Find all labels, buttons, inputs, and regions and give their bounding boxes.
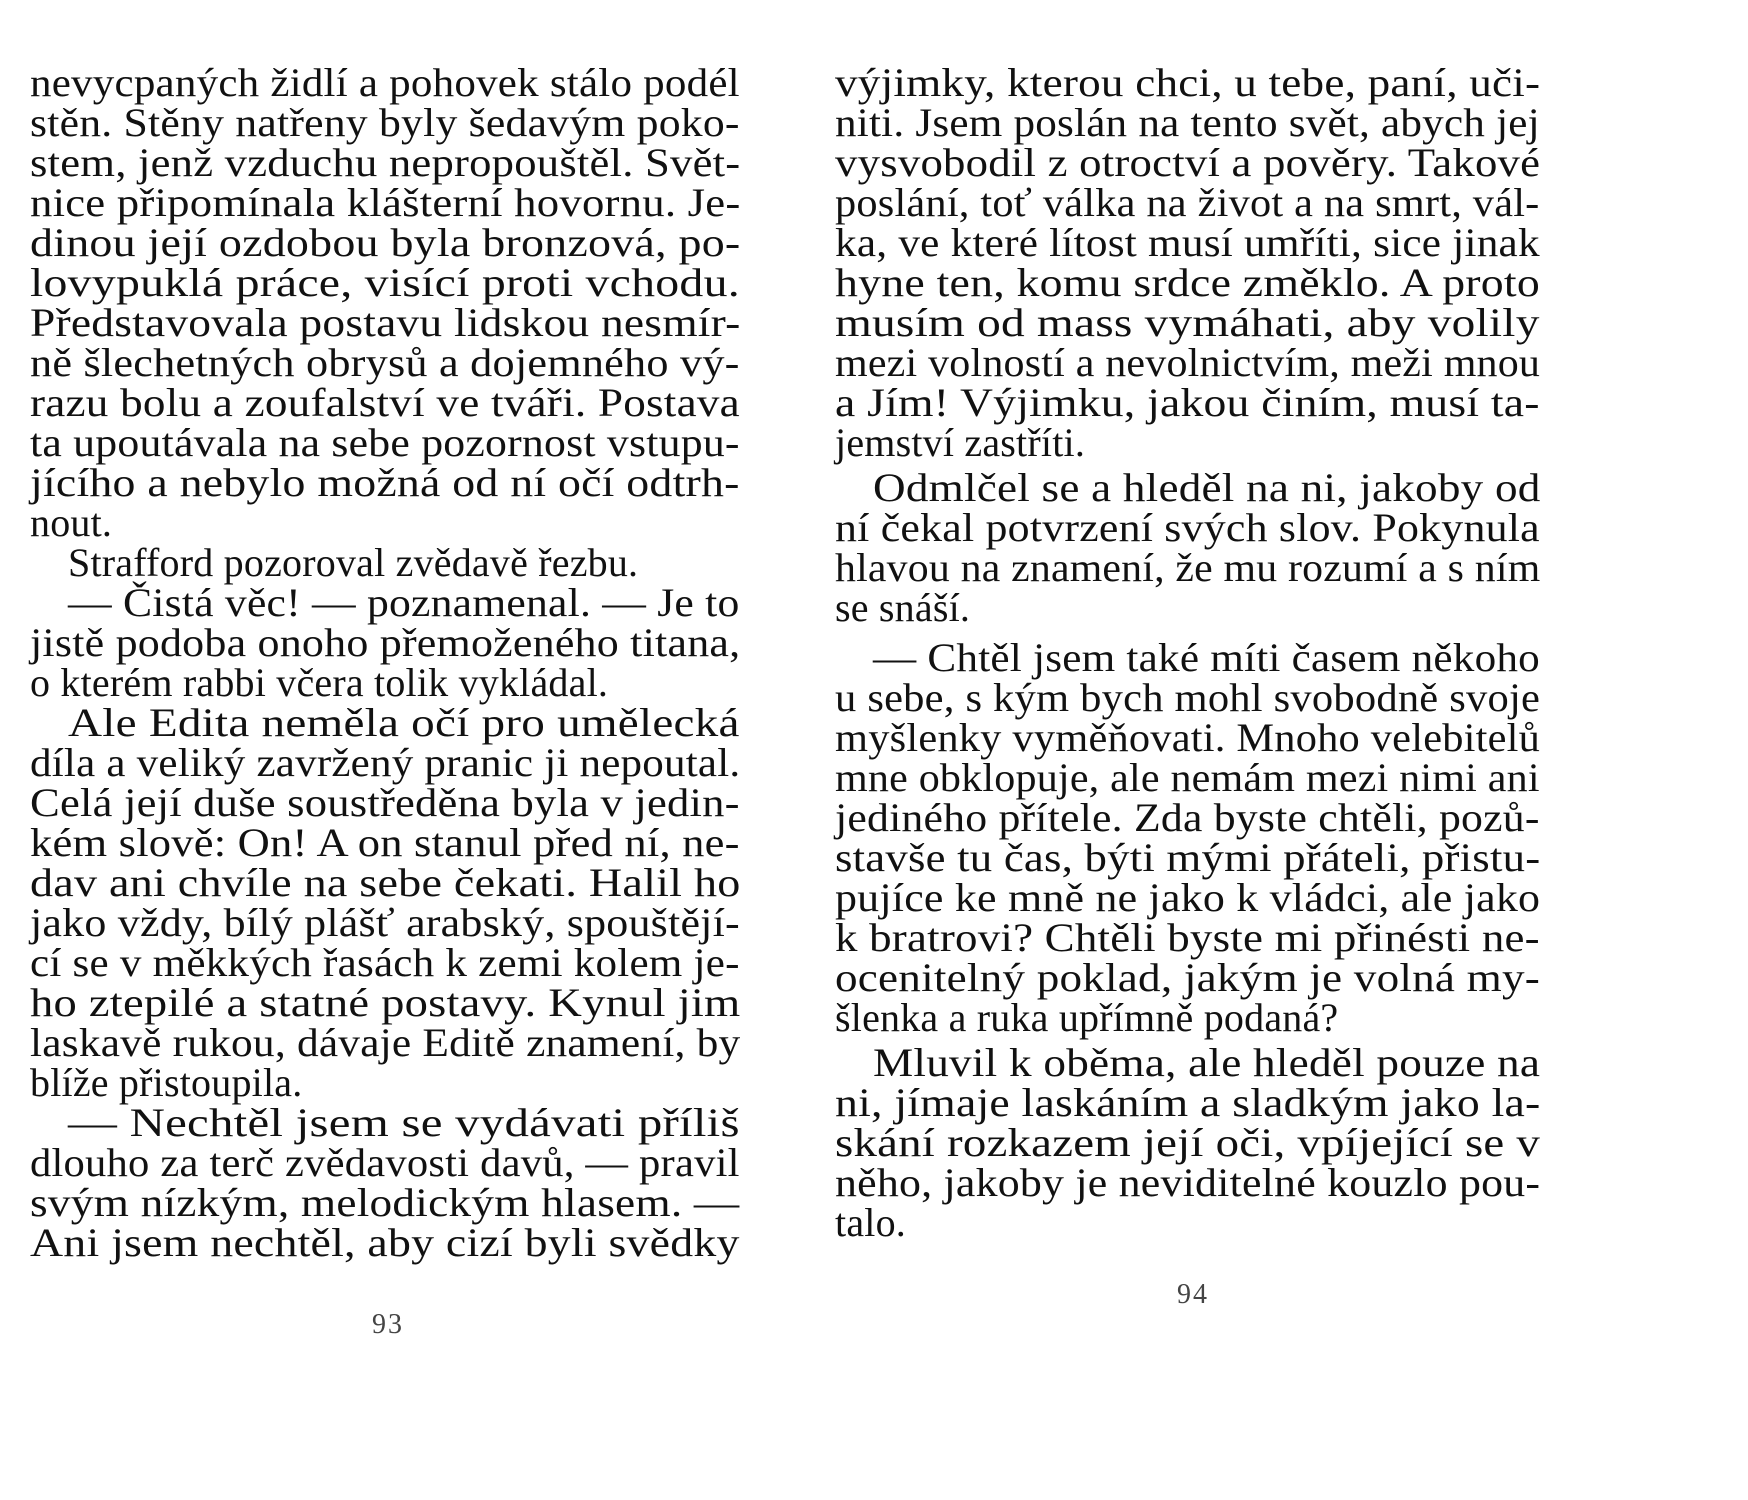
- text-line: stěn. Stěny natřeny byly šedavým poko-: [30, 100, 740, 145]
- text-line: Mluvil k oběma, ale hleděl pouze na: [873, 1040, 1541, 1085]
- text-line: ně šlechetných obrysů a dojemného vý-: [30, 340, 740, 385]
- text-line: díla a veliký zavržený pranic ji nepoutal.: [30, 740, 741, 785]
- text-line: myšlenky vyměňovati. Mnoho velebitelů: [835, 715, 1541, 760]
- page-number: 94: [1177, 1279, 1209, 1310]
- text-line: Strafford pozoroval zvědavě řezbu.: [68, 540, 639, 585]
- text-line: svým nízkým, melodickým hlasem. —: [30, 1180, 740, 1225]
- text-line: ocenitelný poklad, jakým je volná my-: [835, 955, 1541, 1000]
- text-line: jemství zastříti.: [835, 420, 1086, 465]
- text-line: hyne ten, komu srdce změklo. A proto: [835, 260, 1540, 305]
- text-line: mne obklopuje, ale nemám mezi nimi ani: [835, 755, 1540, 800]
- text-line: Odmlčel se a hleděl na ni, jakoby od: [873, 465, 1541, 510]
- text-line: u sebe, s kým bych mohl svobodně svoje: [835, 675, 1541, 720]
- text-line: dinou její ozdobou byla bronzová, po-: [30, 220, 741, 265]
- text-line: dlouho za terč zvědavosti davů, — pravil: [30, 1140, 740, 1185]
- text-line: ta upoutávala na sebe pozornost vstupu-: [30, 420, 740, 465]
- text-line: nout.: [30, 500, 113, 545]
- text-line: kém slově: On! A on stanul před ní, ne-: [30, 820, 740, 865]
- text-line: jícího a nebylo možná od ní očí odtrh-: [30, 460, 740, 505]
- text-line: Ale Edita neměla očí pro umělecká: [68, 700, 740, 745]
- text-line: k bratrovi? Chtěli byste mi přinésti ne-: [835, 915, 1540, 960]
- right-page: [835, 0, 1730, 1500]
- text-line: ka, ve které lítost musí umříti, sice jinak: [835, 220, 1540, 265]
- text-line: výjimky, kterou chci, u tebe, paní, uči-: [835, 60, 1541, 105]
- text-line: Celá její duše soustředěna byla v jedin-: [30, 780, 740, 825]
- text-line: razu bolu a zoufalství ve tváři. Postava: [30, 380, 740, 425]
- text-line: vysvobodil z otroctví a pověry. Takové: [835, 140, 1541, 185]
- text-line: dav ani chvíle na sebe čekati. Halil ho: [30, 860, 741, 905]
- text-line: cí se v měkkých řasách k zemi kolem je-: [30, 940, 740, 985]
- text-line: — Čistá věc! — poznamenal. — Je to: [68, 580, 740, 625]
- text-line: jistě podoba onoho přemoženého titana,: [30, 620, 741, 665]
- text-line: a Jím! Výjimku, jakou činím, musí ta-: [835, 380, 1540, 425]
- text-line: laskavě rukou, dávaje Editě znamení, by: [30, 1020, 741, 1065]
- text-line: stavše tu čas, býti mými přáteli, přistu-: [835, 835, 1541, 880]
- text-line: šlenka a ruka upřímně podaná?: [835, 995, 1339, 1040]
- text-line: něho, jakoby je neviditelné kouzlo pou-: [835, 1160, 1541, 1205]
- text-line: stem, jenž vzduchu nepropouštěl. Svět-: [30, 140, 741, 185]
- text-line: ni, jímaje laskáním a sladkým jako la-: [835, 1080, 1541, 1125]
- text-line: jediného přítele. Zda byste chtěli, pozů-: [835, 795, 1540, 840]
- text-line: nice připomínala klášterní hovornu. Je-: [30, 180, 741, 225]
- text-line: lovypuklá práce, visící proti vchodu.: [30, 260, 740, 305]
- text-line: skání rozkazem její oči, vpíjející se v: [835, 1120, 1541, 1165]
- text-line: nevycpaných židlí a pohovek stálo podél: [30, 60, 740, 105]
- text-line: niti. Jsem poslán na tento svět, abych jej: [835, 100, 1540, 145]
- text-line: jako vždy, bílý plášť arabský, spouštějí-: [30, 900, 740, 945]
- text-line: poslání, toť válka na život a na smrt, vál-: [835, 180, 1540, 225]
- text-line: talo.: [835, 1200, 906, 1245]
- text-line: ní čekal potvrzení svých slov. Pokynula: [835, 505, 1540, 550]
- text-line: hlavou na znamení, že mu rozumí a s ním: [835, 545, 1541, 590]
- text-line: Představovala postavu lidskou nesmír-: [30, 300, 741, 345]
- text-line: — Nechtěl jsem se vydávati příliš: [68, 1100, 740, 1145]
- text-line: o kterém rabbi včera tolik vykládal.: [30, 660, 609, 705]
- text-line: se snáší.: [835, 585, 971, 630]
- text-line: ho ztepilé a statné postavy. Kynul jim: [30, 980, 741, 1025]
- text-line: musím od mass vymáhati, aby volily: [835, 300, 1540, 345]
- text-line: — Chtěl jsem také míti časem někoho: [873, 635, 1540, 680]
- text-line: Ani jsem nechtěl, aby cizí byli svědky: [30, 1220, 740, 1265]
- text-line: blíže přistoupila.: [30, 1060, 303, 1105]
- left-page: [0, 0, 830, 1500]
- text-line: pujíce ke mně ne jako k vládci, ale jako: [835, 875, 1541, 920]
- page-number: 93: [372, 1309, 404, 1340]
- text-line: mezi volností a nevolnictvím, meži mnou: [835, 340, 1541, 385]
